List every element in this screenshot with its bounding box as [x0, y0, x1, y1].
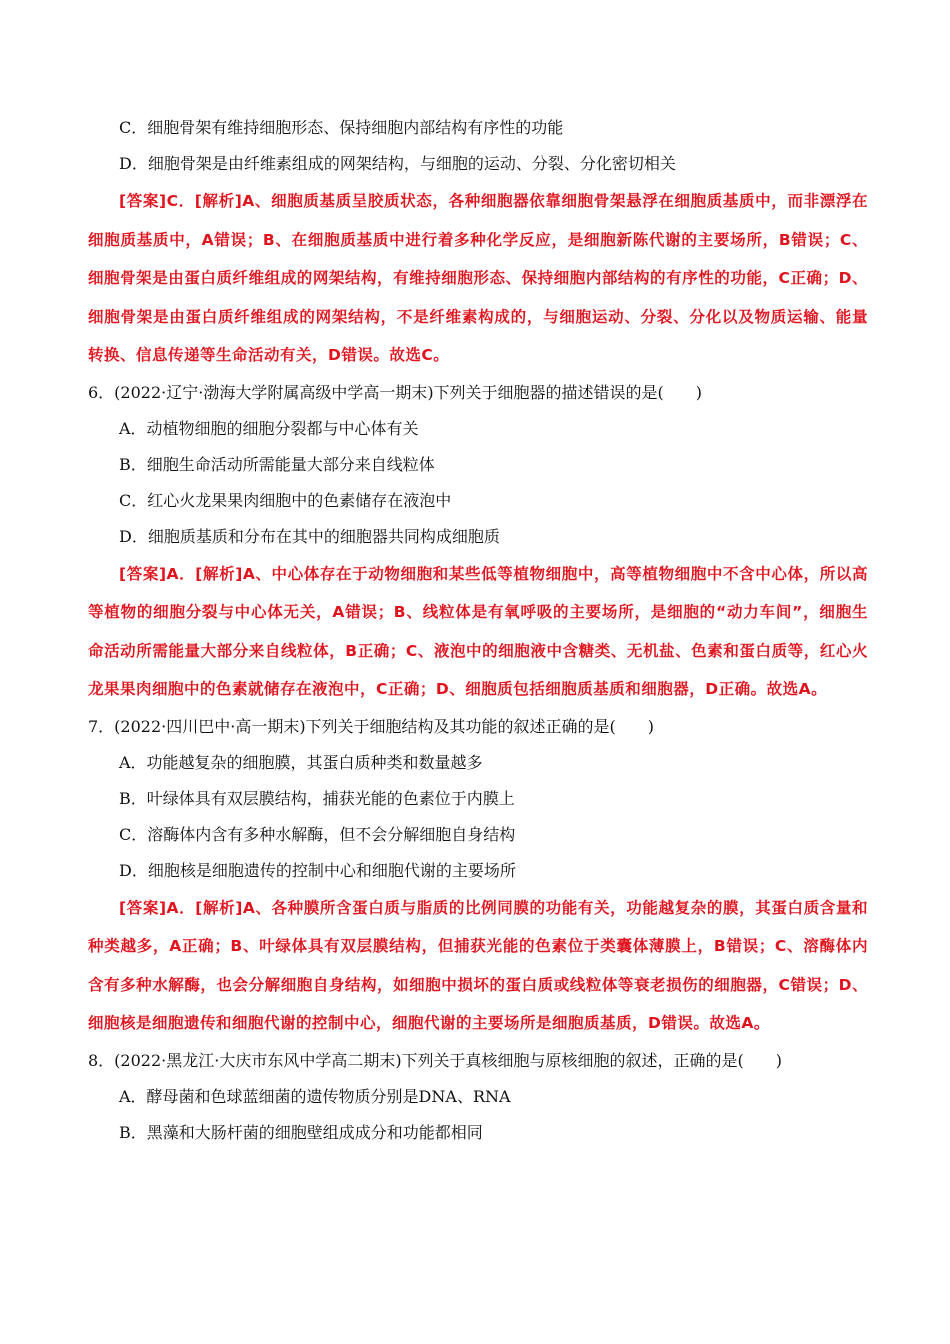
- q6-stem: 6．(2022·辽宁·渤海大学附属高级中学高一期末)下列关于细胞器的描述错误的是( ): [88, 382, 703, 402]
- q7-stem: 7．(2022·四川巴中·高一期末)下列关于细胞结构及其功能的叙述正确的是( ): [88, 716, 655, 736]
- q6-option-d: D．细胞质基质和分布在其中的细胞器共同构成细胞质: [119, 526, 500, 546]
- q7-option-d: D．细胞核是细胞遗传的控制中心和细胞代谢的主要场所: [119, 860, 516, 880]
- q8-stem: 8．(2022·黑龙江·大庆市东风中学高二期末)下列关于真核细胞与原核细胞的叙述，正确的是( ): [88, 1050, 783, 1070]
- q8-option-b: B．黑藻和大肠杆菌的细胞壁组成成分和功能都相同: [119, 1122, 483, 1142]
- q7-option-c: C．溶酶体内含有多种水解酶，但不会分解细胞自身结构: [119, 824, 516, 844]
- q6-option-b: B．细胞生命活动所需能量大部分来自线粒体: [119, 454, 435, 474]
- q5-option-d: D．细胞骨架是由纤维素组成的网架结构，与细胞的运动、分裂、分化密切相关: [119, 154, 676, 173]
- q6-option-a: A．动植物细胞的细胞分裂都与中心体有关: [119, 418, 419, 438]
- q7-answer: [答案]A．[解析]A、各种膜所含蛋白质与脂质的比例同膜的功能有关，功能越复杂的膜，其蛋白质含量和种类越多，A正确；B、叶绿体具有双层膜结构，但捕获光能的色素位于类囊体薄膜上，B错误；C、溶酶体内含有多种水解酶，也会分解细胞自身结构，如细胞中损坏的蛋白质或线粒体等衰老损伤的细胞器，C错误；D、细胞核是细胞遗传和细胞代谢的控制中心，细胞代谢的主要场所是细胞质基质，D错误。故选A。: [88, 898, 868, 1032]
- q5-answer: [答案]C．[解析]A、细胞质基质呈胶质状态，各种细胞器依靠细胞骨架悬浮在细胞质基质中，而非漂浮在细胞质基质中，A错误；B、在细胞质基质中进行着多种化学反应，是细胞新陈代谢的主要场所，B错误；C、细胞骨架是由蛋白质纤维组成的网架结构，有维持细胞形态、保持细胞内部结构的有序性的功能，C正确；D、细胞骨架是由蛋白质纤维组成的网架结构，不是纤维素构成的，与细胞运动、分裂、分化以及物质运输、能量转换、信息传递等生命活动有关，D错误。故选C。: [88, 192, 868, 364]
- q6-answer: [答案]A．[解析]A、中心体存在于动物细胞和某些低等植物细胞中，高等植物细胞中不含中心体，所以高等植物的细胞分裂与中心体无关，A错误；B、线粒体是有氧呼吸的主要场所，是细胞的“动力车间”，细胞生命活动所需能量大部分来自线粒体，B正确；C、液泡中的细胞液中含糖类、无机盐、色素和蛋白质等，红心火龙果果肉细胞中的色素就储存在液泡中，C正确；D、细胞质包括细胞质基质和细胞器，D正确。故选A。: [88, 564, 869, 698]
- q8-option-a: A．酵母菌和色球蓝细菌的遗传物质分别是DNA、RNA: [119, 1086, 511, 1106]
- document-content: [88, 110, 868, 1151]
- q7-option-a: A．功能越复杂的细胞膜，其蛋白质种类和数量越多: [119, 752, 483, 772]
- q7-option-b: B．叶绿体具有双层膜结构，捕获光能的色素位于内膜上: [119, 788, 515, 808]
- q5-option-c: C．细胞骨架有维持细胞形态、保持细胞内部结构有序性的功能: [119, 118, 564, 137]
- q6-option-c: C．红心火龙果果肉细胞中的色素储存在液泡中: [119, 490, 452, 510]
